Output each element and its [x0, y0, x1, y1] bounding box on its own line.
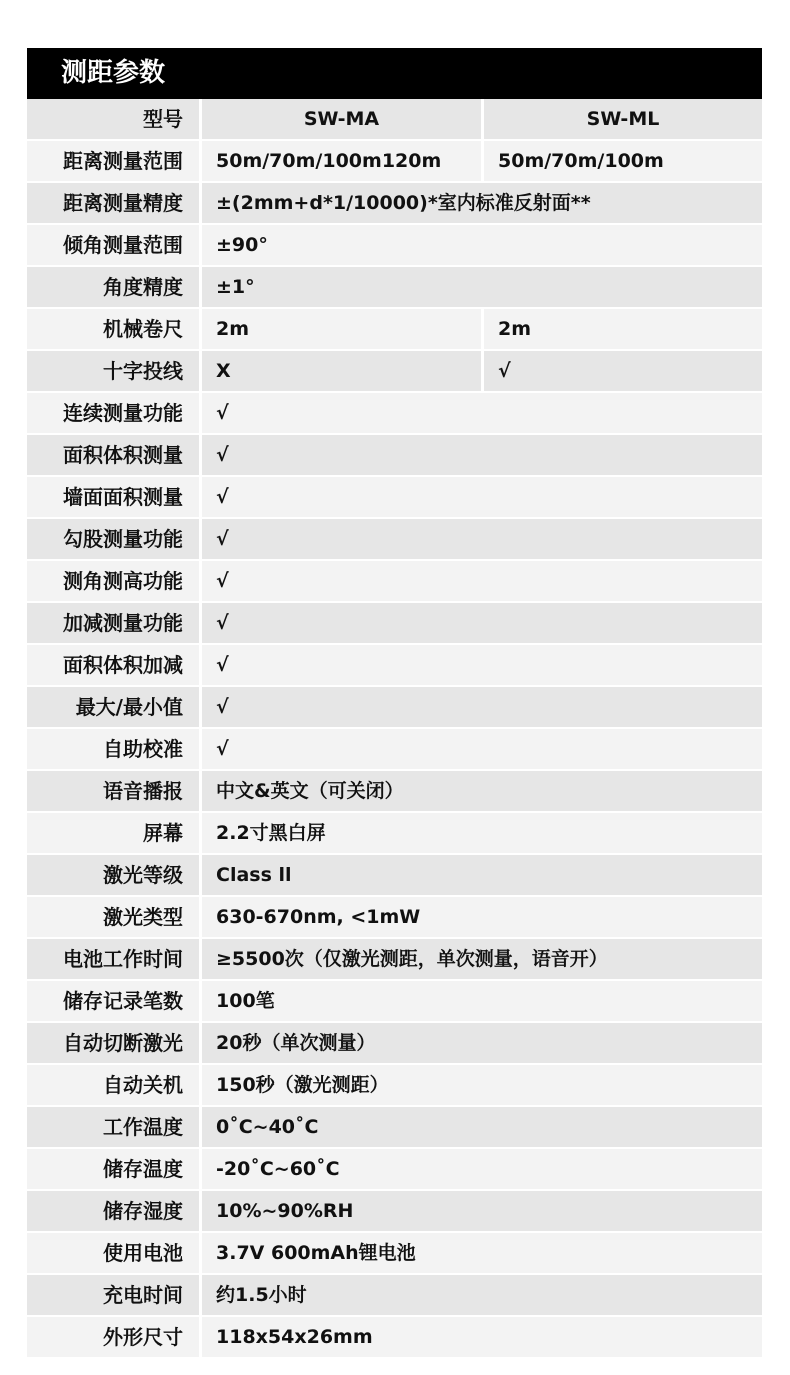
- spec-label: 角度精度: [27, 267, 199, 307]
- spec-value: Class ll: [202, 855, 762, 895]
- spec-value: 约1.5小时: [202, 1275, 762, 1315]
- spec-value: √: [202, 645, 762, 685]
- spec-label: 自动切断激光: [27, 1023, 199, 1063]
- table-row: [27, 1149, 762, 1191]
- spec-table: [27, 48, 762, 1359]
- spec-value: √: [202, 729, 762, 769]
- table-row: [27, 729, 762, 771]
- spec-label: 测角测高功能: [27, 561, 199, 601]
- spec-value: ±(2mm+d*1/10000)*室内标准反射面**: [202, 183, 762, 223]
- spec-value-model-a: 50m/70m/100m120m: [202, 141, 481, 181]
- spec-value-model-a: X: [202, 351, 481, 391]
- spec-label: 倾角测量范围: [27, 225, 199, 265]
- spec-value-model-b: 2m: [484, 309, 762, 349]
- table-row: [27, 561, 762, 603]
- spec-label: 激光等级: [27, 855, 199, 895]
- spec-label: 储存记录笔数: [27, 981, 199, 1021]
- spec-value: 118x54x26mm: [202, 1317, 762, 1357]
- spec-value: 0˚C~40˚C: [202, 1107, 762, 1147]
- spec-label: 工作温度: [27, 1107, 199, 1147]
- table-row: [27, 1233, 762, 1275]
- table-row: [27, 141, 762, 183]
- spec-value: ≥5500次（仅激光测距，单次测量，语音开）: [202, 939, 762, 979]
- spec-label: 面积体积加减: [27, 645, 199, 685]
- spec-label: 屏幕: [27, 813, 199, 853]
- table-title: 测距参数: [27, 48, 762, 99]
- spec-value: √: [202, 435, 762, 475]
- spec-value-model-a: 2m: [202, 309, 481, 349]
- spec-value: 150秒（激光测距）: [202, 1065, 762, 1105]
- spec-label: 连续测量功能: [27, 393, 199, 433]
- spec-value: 20秒（单次测量）: [202, 1023, 762, 1063]
- spec-label: 距离测量范围: [27, 141, 199, 181]
- spec-label: 储存温度: [27, 1149, 199, 1189]
- spec-label: 储存湿度: [27, 1191, 199, 1231]
- table-row: [27, 939, 762, 981]
- spec-label: 机械卷尺: [27, 309, 199, 349]
- spec-label: 外形尺寸: [27, 1317, 199, 1357]
- spec-label: 使用电池: [27, 1233, 199, 1273]
- table-row: [27, 813, 762, 855]
- spec-label: 墙面面积测量: [27, 477, 199, 517]
- spec-value: √: [202, 477, 762, 517]
- spec-label: 距离测量精度: [27, 183, 199, 223]
- spec-label: 充电时间: [27, 1275, 199, 1315]
- table-row: [27, 1023, 762, 1065]
- table-row: [27, 435, 762, 477]
- table-row: [27, 855, 762, 897]
- table-row: [27, 1275, 762, 1317]
- spec-value-model-b: √: [484, 351, 762, 391]
- table-row: [27, 351, 762, 393]
- table-row: [27, 771, 762, 813]
- model-b-header: SW-ML: [484, 99, 762, 139]
- spec-value: 3.7V 600mAh锂电池: [202, 1233, 762, 1273]
- table-row: [27, 645, 762, 687]
- table-row: [27, 1317, 762, 1359]
- spec-label: 自动关机: [27, 1065, 199, 1105]
- table-row: [27, 981, 762, 1023]
- table-row: [27, 267, 762, 309]
- spec-value: 中文&英文（可关闭）: [202, 771, 762, 811]
- spec-value-model-b: 50m/70m/100m: [484, 141, 762, 181]
- table-row: [27, 477, 762, 519]
- spec-value: √: [202, 603, 762, 643]
- header-row: [27, 99, 762, 141]
- spec-value: √: [202, 393, 762, 433]
- spec-label: 面积体积测量: [27, 435, 199, 475]
- spec-value: √: [202, 519, 762, 559]
- spec-label: 语音播报: [27, 771, 199, 811]
- spec-label: 电池工作时间: [27, 939, 199, 979]
- spec-value: -20˚C~60˚C: [202, 1149, 762, 1189]
- table-row: [27, 1191, 762, 1233]
- spec-label: 十字投线: [27, 351, 199, 391]
- table-row: [27, 687, 762, 729]
- spec-label: 激光类型: [27, 897, 199, 937]
- table-row: [27, 393, 762, 435]
- spec-label: 自助校准: [27, 729, 199, 769]
- spec-label: 勾股测量功能: [27, 519, 199, 559]
- model-a-header: SW-MA: [202, 99, 481, 139]
- spec-value: 630-670nm, <1mW: [202, 897, 762, 937]
- table-row: [27, 225, 762, 267]
- spec-rows: [27, 141, 762, 1359]
- spec-value: 2.2寸黑白屏: [202, 813, 762, 853]
- spec-label: 最大/最小值: [27, 687, 199, 727]
- spec-value: ±90°: [202, 225, 762, 265]
- table-row: [27, 309, 762, 351]
- spec-value: √: [202, 561, 762, 601]
- spec-value: 10%~90%RH: [202, 1191, 762, 1231]
- header-label: 型号: [27, 99, 199, 139]
- table-row: [27, 603, 762, 645]
- table-row: [27, 897, 762, 939]
- table-row: [27, 1107, 762, 1149]
- spec-value: ±1°: [202, 267, 762, 307]
- spec-label: 加减测量功能: [27, 603, 199, 643]
- table-row: [27, 519, 762, 561]
- table-row: [27, 183, 762, 225]
- spec-value: 100笔: [202, 981, 762, 1021]
- table-row: [27, 1065, 762, 1107]
- spec-value: √: [202, 687, 762, 727]
